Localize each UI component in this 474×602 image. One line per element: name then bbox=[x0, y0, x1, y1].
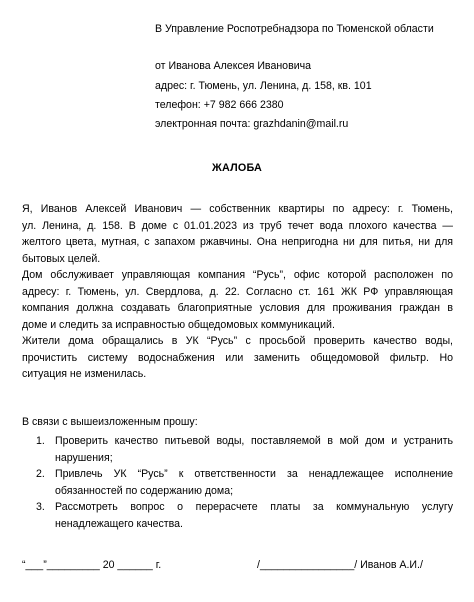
list-item-line: Привлечь УК “Русь” к ответственности за ненадлежащее исполнение bbox=[55, 468, 453, 480]
list-item-number: 1. bbox=[36, 435, 45, 447]
paragraph-line: ситуация не изменилась. bbox=[22, 368, 147, 380]
list-item-line: обязанностей по содержанию дома; bbox=[55, 484, 234, 497]
sender-phone-line: телефон: +7 982 666 2380 bbox=[155, 99, 284, 111]
sender-address-line: адрес: г. Тюмень, ул. Ленина, д. 158, кв. 101 bbox=[155, 80, 372, 92]
paragraph-line: компания должна создавать благоприятные условия для проживания граждан в bbox=[22, 302, 453, 314]
sender-name-line: от Иванова Алексея Ивановича bbox=[155, 60, 312, 72]
paragraph-1 bbox=[22, 201, 453, 267]
paragraph-line: Я, Иванов Алексей Иванович — собственник квартиры по адресу: г. Тюмень, bbox=[22, 203, 453, 215]
list-item-text bbox=[55, 433, 453, 466]
paragraph-line: доме и следить за исправностью общедомовых коммуникаций. bbox=[22, 318, 335, 331]
paragraph-line: ул. Ленина, д. 158. В доме с 01.01.2023 из труб течет вода плохого качества — bbox=[22, 219, 453, 232]
paragraph-line: Дом обслуживает управляющая компания “Русь”, офис которой расположен по bbox=[22, 269, 453, 281]
list-item-line: ненадлежащего качества. bbox=[55, 517, 183, 530]
paragraph-3 bbox=[22, 333, 453, 383]
signature-name-line: /________________/ Иванов А.И./ bbox=[257, 559, 423, 571]
paragraph-2 bbox=[22, 267, 453, 333]
list-item-text bbox=[55, 466, 453, 499]
paragraph-line: желтого цвета, мутная, с запахом ржавчины. Она непригодна ни для питья, ни для bbox=[22, 236, 453, 248]
signature-date-line: “___”_________ 20 ______ г. bbox=[22, 559, 162, 571]
list-item-line: нарушения; bbox=[55, 451, 113, 464]
paragraph-line: Жители дома обращались в УК “Русь” с просьбой проверить качество воды, bbox=[22, 335, 453, 347]
request-intro: В связи с вышеизложенным прошу: bbox=[22, 416, 198, 428]
sender-email-line: электронная почта: grazhdanin@mail.ru bbox=[155, 118, 349, 130]
list-item-number: 2. bbox=[36, 468, 45, 480]
list-item-number: 3. bbox=[36, 501, 45, 513]
list-item-line: Рассмотреть вопрос о перерасчете платы за коммунальную услугу bbox=[55, 501, 453, 513]
list-item-text bbox=[55, 499, 453, 532]
paragraph-line: бытовых целей. bbox=[22, 252, 101, 265]
recipient-line: В Управление Роспотребнадзора по Тюменской области bbox=[155, 23, 434, 35]
paragraph-line: адресу: г. Тюмень, ул. Свердлова, д. 22. Согласно ст. 161 ЖК РФ управляющая bbox=[22, 285, 453, 298]
list-item-line: Проверить качество питьевой воды, поставляемой в мой дом и устранить bbox=[55, 435, 453, 447]
paragraph-line: прочистить систему водоснабжения или заменить общедомовой фильтр. Но bbox=[22, 351, 453, 364]
document-title: ЖАЛОБА bbox=[211, 162, 262, 174]
